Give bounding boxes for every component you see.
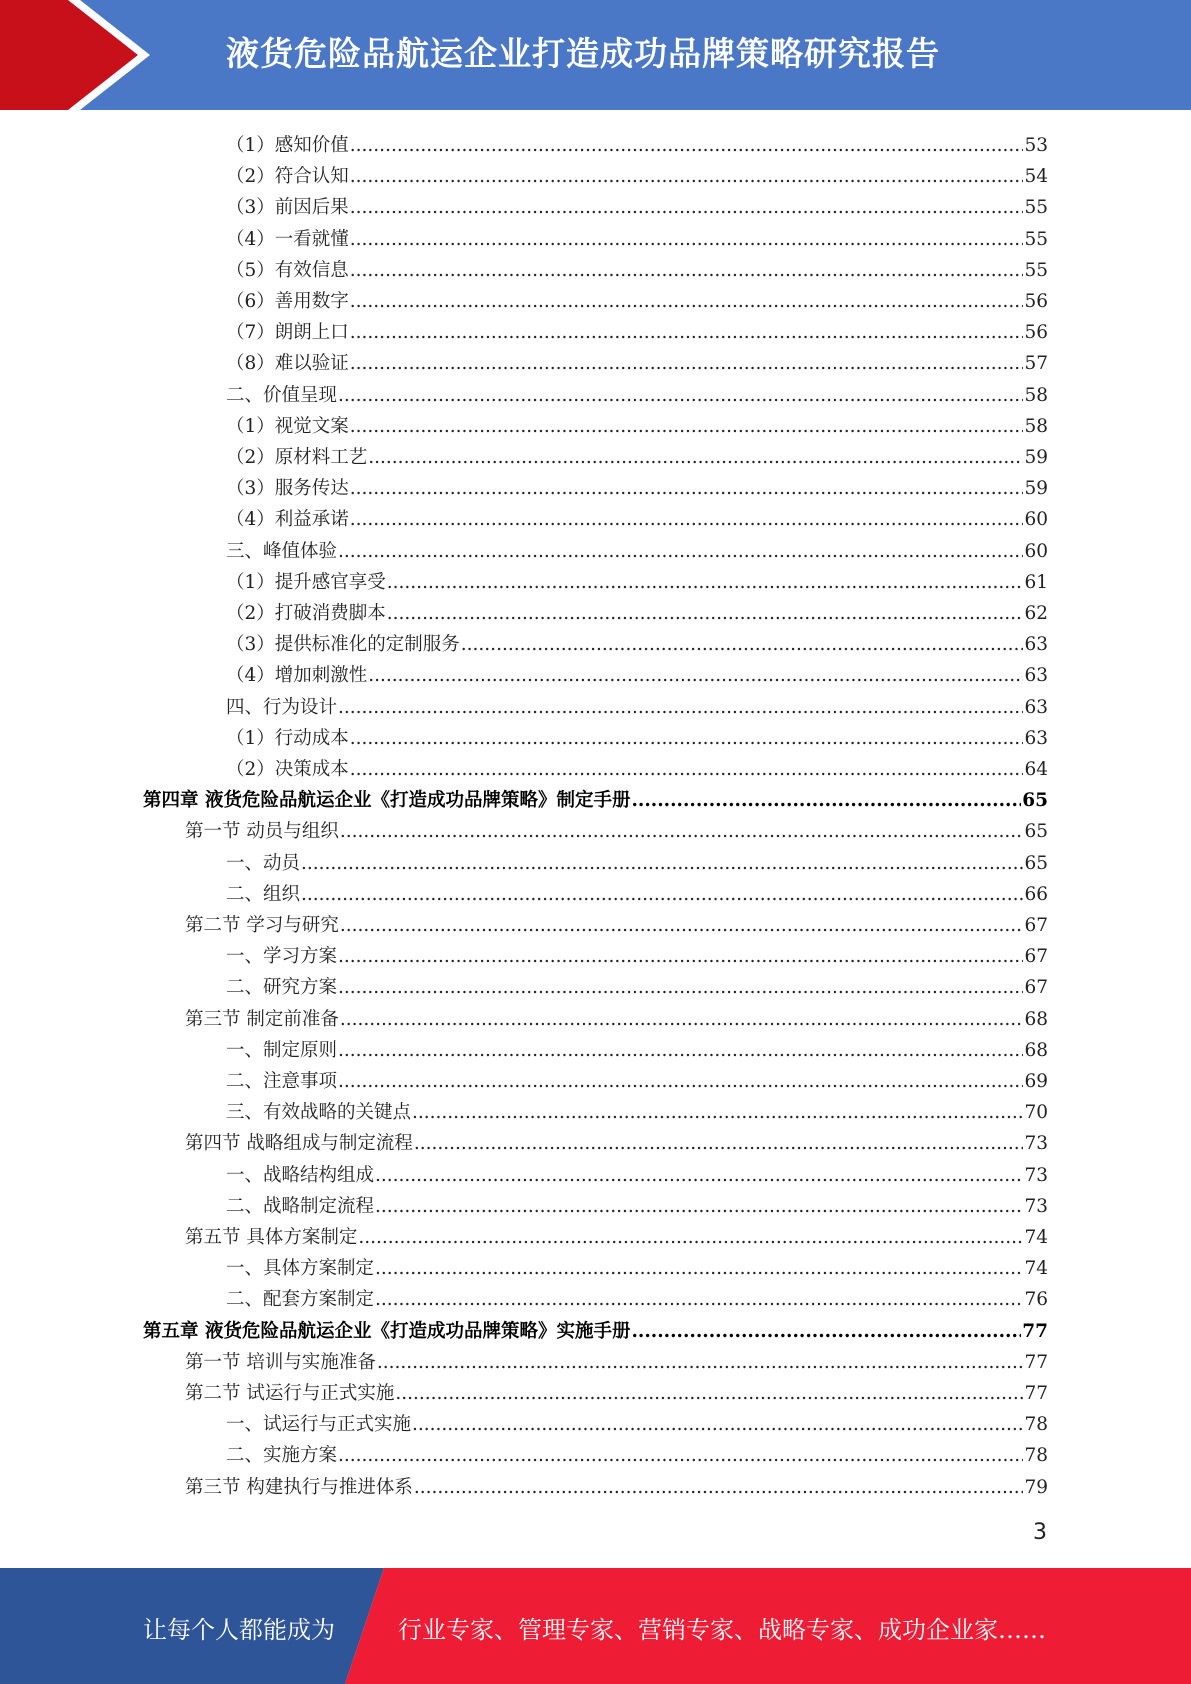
page-number: 3	[1033, 1520, 1047, 1545]
toc-entry-page: 56	[1024, 322, 1048, 344]
toc-subsection-entry[interactable]	[226, 1437, 1048, 1467]
toc-entry-page: 70	[1024, 1102, 1048, 1124]
toc-entry-page: 63	[1024, 665, 1048, 687]
toc-entry-page: 63	[1024, 634, 1048, 656]
toc-entry-page: 69	[1024, 1071, 1048, 1092]
toc-subsection-entry[interactable]	[226, 377, 1048, 407]
toc-entry-page: 67	[1024, 946, 1048, 968]
toc-entry-label: 第一节 动员与组织	[185, 821, 339, 843]
toc-section-entry[interactable]	[185, 1219, 1048, 1249]
toc-dot-leader	[461, 634, 1024, 656]
toc-entry-page: 64	[1024, 759, 1048, 780]
toc-entry-label: （6）善用数字	[226, 291, 349, 312]
footer-slogan-left: 让每个人都能成为	[143, 1616, 335, 1644]
toc-dot-leader	[350, 759, 1024, 781]
toc-subsection-entry[interactable]	[226, 1157, 1048, 1187]
toc-entry-page: 78	[1024, 1414, 1048, 1436]
toc-dot-leader	[350, 229, 1024, 251]
toc-dot-leader	[387, 603, 1024, 625]
toc-subsection-entry[interactable]	[226, 1188, 1048, 1218]
toc-entry-label: 第五章 液货危险品航运企业《打造成功品牌策略》实施手册	[143, 1320, 631, 1342]
toc-entry-label: 三、峰值体验	[226, 540, 338, 562]
toc-dot-leader	[350, 509, 1024, 531]
toc-subsection-entry[interactable]	[226, 751, 1048, 781]
toc-entry-label: 第一节 培训与实施准备	[185, 1351, 376, 1373]
toc-entry-page: 77	[1024, 1351, 1048, 1373]
toc-entry-page: 58	[1024, 384, 1048, 406]
toc-subsection-entry[interactable]	[226, 1250, 1048, 1280]
toc-dot-leader	[338, 1071, 1023, 1093]
toc-subsection-entry[interactable]	[226, 252, 1048, 282]
toc-section-entry[interactable]	[185, 1375, 1048, 1405]
toc-subsection-entry[interactable]	[226, 845, 1048, 875]
toc-entry-page: 73	[1024, 1133, 1048, 1155]
toc-entry-page: 73	[1024, 1164, 1048, 1186]
toc-entry-label: （5）有效信息	[226, 259, 349, 281]
toc-entry-label: （1）提升感官享受	[226, 571, 386, 593]
toc-dot-leader	[375, 1258, 1023, 1280]
toc-entry-page: 59	[1024, 447, 1048, 468]
toc-entry-page: 54	[1024, 166, 1048, 188]
toc-section-entry[interactable]	[185, 1125, 1048, 1155]
toc-entry-page: 77	[1024, 1383, 1048, 1404]
toc-entry-label: （2）符合认知	[226, 166, 349, 188]
toc-entry-label: 二、注意事项	[226, 1071, 338, 1092]
toc-entry-label: （4）增加刺激性	[226, 665, 368, 687]
toc-subsection-entry[interactable]	[226, 501, 1048, 531]
toc-dot-leader	[340, 1009, 1024, 1031]
toc-entry-page: 59	[1024, 478, 1048, 500]
toc-dot-leader	[338, 977, 1023, 999]
toc-entry-page: 79	[1024, 1476, 1048, 1498]
toc-entry-page: 62	[1024, 603, 1048, 624]
toc-entry-label: （7）朗朗上口	[226, 322, 349, 344]
toc-entry-label: （1）行动成本	[226, 727, 349, 749]
toc-section-entry[interactable]	[185, 1001, 1048, 1031]
toc-entry-page: 63	[1024, 696, 1048, 718]
toc-dot-leader	[340, 821, 1024, 843]
toc-subsection-entry[interactable]	[226, 345, 1048, 375]
header-red-arrow-decoration	[0, 0, 160, 110]
toc-dot-leader	[350, 416, 1024, 438]
toc-entry-page: 74	[1024, 1258, 1048, 1280]
toc-entry-page: 68	[1024, 1039, 1048, 1061]
toc-entry-page: 56	[1024, 291, 1048, 312]
toc-entry-label: （2）原材料工艺	[226, 447, 368, 468]
toc-entry-label: （8）难以验证	[226, 353, 349, 375]
toc-dot-leader	[350, 260, 1024, 282]
toc-subsection-entry[interactable]	[226, 158, 1048, 188]
toc-entry-label: 第四节 战略组成与制定流程	[185, 1133, 413, 1155]
toc-entry-label: （1）视觉文案	[226, 415, 349, 437]
toc-dot-leader	[301, 853, 1023, 875]
toc-entry-label: 第二节 试运行与正式实施	[185, 1383, 395, 1404]
toc-entry-page: 55	[1024, 228, 1048, 250]
toc-subsection-entry[interactable]	[226, 720, 1048, 750]
toc-entry-page: 65	[1024, 821, 1048, 843]
toc-dot-leader	[368, 665, 1023, 687]
toc-entry-page: 74	[1024, 1227, 1048, 1248]
toc-dot-leader	[340, 915, 1024, 937]
toc-entry-label: （3）提供标准化的定制服务	[226, 634, 460, 656]
toc-entry-page: 76	[1024, 1289, 1048, 1311]
footer-slogan-right: 行业专家、管理专家、营销专家、战略专家、成功企业家……	[398, 1616, 1046, 1644]
toc-entry-label: （1）感知价值	[226, 135, 349, 156]
toc-entry-page: 63	[1024, 727, 1048, 749]
toc-dot-leader	[350, 322, 1024, 344]
toc-entry-label: 二、组织	[226, 883, 301, 905]
toc-entry-label: 一、战略结构组成	[226, 1164, 375, 1186]
toc-dot-leader	[350, 478, 1024, 500]
toc-subsection-entry[interactable]	[226, 127, 1048, 157]
toc-subsection-entry[interactable]	[226, 1032, 1048, 1062]
toc-entry-label: （3）前因后果	[226, 197, 349, 219]
toc-entry-page: 57	[1024, 353, 1048, 375]
toc-entry-label: 第三节 制定前准备	[185, 1008, 339, 1030]
toc-entry-page: 60	[1024, 509, 1048, 531]
toc-dot-leader	[350, 353, 1024, 375]
toc-dot-leader	[631, 790, 1021, 812]
toc-dot-leader	[358, 1227, 1023, 1249]
toc-dot-leader	[375, 1289, 1023, 1311]
toc-subsection-entry[interactable]	[226, 533, 1048, 563]
toc-entry-label: （3）服务传达	[226, 478, 349, 500]
toc-subsection-entry[interactable]	[226, 283, 1048, 313]
toc-dot-leader	[338, 946, 1023, 968]
page-header	[0, 0, 1191, 110]
document-title: 液货危险品航运企业打造成功品牌策略研究报告	[226, 34, 940, 73]
toc-subsection-entry[interactable]	[226, 938, 1048, 968]
toc-subsection-entry[interactable]	[226, 221, 1048, 251]
toc-entry-label: （2）打破消费脚本	[226, 603, 386, 624]
toc-dot-leader	[414, 1477, 1024, 1499]
toc-dot-leader	[338, 541, 1023, 563]
toc-entry-label: 二、实施方案	[226, 1445, 338, 1467]
toc-dot-leader	[350, 197, 1024, 219]
toc-subsection-entry[interactable]	[226, 408, 1048, 438]
toc-entry-label: 第三节 构建执行与推进体系	[185, 1476, 413, 1498]
toc-section-entry[interactable]	[185, 813, 1048, 843]
toc-entry-page: 60	[1024, 540, 1048, 562]
toc-subsection-entry[interactable]	[226, 1094, 1048, 1124]
toc-dot-leader	[350, 166, 1024, 188]
toc-entry-label: 一、制定原则	[226, 1039, 338, 1061]
toc-entry-page: 78	[1024, 1445, 1048, 1467]
toc-subsection-entry[interactable]	[226, 1406, 1048, 1436]
toc-dot-leader	[338, 1040, 1023, 1062]
toc-subsection-entry[interactable]	[226, 314, 1048, 344]
toc-dot-leader	[375, 1165, 1023, 1187]
toc-chapter-entry[interactable]	[143, 1313, 1048, 1343]
toc-entry-label: 二、战略制定流程	[226, 1195, 375, 1217]
toc-subsection-entry[interactable]	[226, 595, 1048, 625]
toc-subsection-entry[interactable]	[226, 626, 1048, 656]
toc-dot-leader	[375, 1196, 1023, 1218]
toc-entry-page: 65	[1022, 790, 1048, 812]
toc-entry-page: 66	[1024, 883, 1048, 905]
toc-dot-leader	[412, 1102, 1023, 1124]
toc-entry-label: （4）一看就懂	[226, 228, 349, 250]
toc-dot-leader	[631, 1321, 1021, 1343]
toc-entry-page: 53	[1024, 135, 1048, 156]
toc-entry-label: 一、具体方案制定	[226, 1258, 375, 1280]
toc-entry-label: 二、配套方案制定	[226, 1289, 375, 1311]
toc-subsection-entry[interactable]	[226, 969, 1048, 999]
toc-entry-label: 第五节 具体方案制定	[185, 1227, 358, 1248]
toc-entry-page: 68	[1024, 1008, 1048, 1030]
toc-entry-page: 67	[1024, 977, 1048, 999]
toc-dot-leader	[368, 447, 1023, 469]
toc-entry-label: 第四章 液货危险品航运企业《打造成功品牌策略》制定手册	[143, 790, 631, 812]
page-footer	[0, 1568, 1191, 1684]
toc-entry-page: 73	[1024, 1195, 1048, 1217]
toc-entry-label: 四、行为设计	[226, 696, 338, 718]
toc-entry-page: 61	[1024, 571, 1048, 593]
toc-entry-page: 55	[1024, 197, 1048, 219]
toc-entry-page: 67	[1024, 915, 1048, 936]
toc-entry-label: 三、有效战略的关键点	[226, 1102, 412, 1124]
toc-dot-leader	[350, 291, 1024, 313]
toc-subsection-entry[interactable]	[226, 689, 1048, 719]
toc-section-entry[interactable]	[185, 907, 1048, 937]
toc-dot-leader	[338, 697, 1023, 719]
toc-entry-label: 二、价值呈现	[226, 384, 338, 406]
toc-subsection-entry[interactable]	[226, 470, 1048, 500]
toc-dot-leader	[338, 385, 1023, 407]
toc-entry-page: 58	[1024, 415, 1048, 437]
toc-entry-label: 一、动员	[226, 852, 301, 874]
toc-dot-leader	[412, 1414, 1023, 1436]
toc-subsection-entry[interactable]	[226, 1281, 1048, 1311]
toc-entry-label: 二、研究方案	[226, 977, 338, 999]
toc-subsection-entry[interactable]	[226, 439, 1048, 469]
toc-dot-leader	[350, 135, 1024, 157]
toc-entry-label: （2）决策成本	[226, 759, 349, 780]
toc-dot-leader	[301, 884, 1023, 906]
toc-entry-label: 一、学习方案	[226, 946, 338, 968]
toc-dot-leader	[414, 1133, 1024, 1155]
toc-section-entry[interactable]	[185, 1344, 1048, 1374]
toc-subsection-entry[interactable]	[226, 189, 1048, 219]
toc-dot-leader	[387, 572, 1024, 594]
toc-subsection-entry[interactable]	[226, 1063, 1048, 1093]
toc-dot-leader	[350, 728, 1024, 750]
toc-entry-page: 65	[1024, 852, 1048, 874]
toc-subsection-entry[interactable]	[226, 876, 1048, 906]
toc-subsection-entry[interactable]	[226, 657, 1048, 687]
toc-section-entry[interactable]	[185, 1469, 1048, 1499]
toc-entry-page: 55	[1024, 259, 1048, 281]
toc-dot-leader	[338, 1445, 1023, 1467]
toc-dot-leader	[377, 1352, 1024, 1374]
toc-chapter-entry[interactable]	[143, 782, 1048, 812]
toc-dot-leader	[395, 1383, 1023, 1405]
toc-entry-label: 一、试运行与正式实施	[226, 1414, 412, 1436]
toc-entry-label: （4）利益承诺	[226, 509, 349, 531]
toc-entry-label: 第二节 学习与研究	[185, 915, 339, 936]
toc-subsection-entry[interactable]	[226, 564, 1048, 594]
toc-entry-page: 77	[1022, 1320, 1048, 1342]
